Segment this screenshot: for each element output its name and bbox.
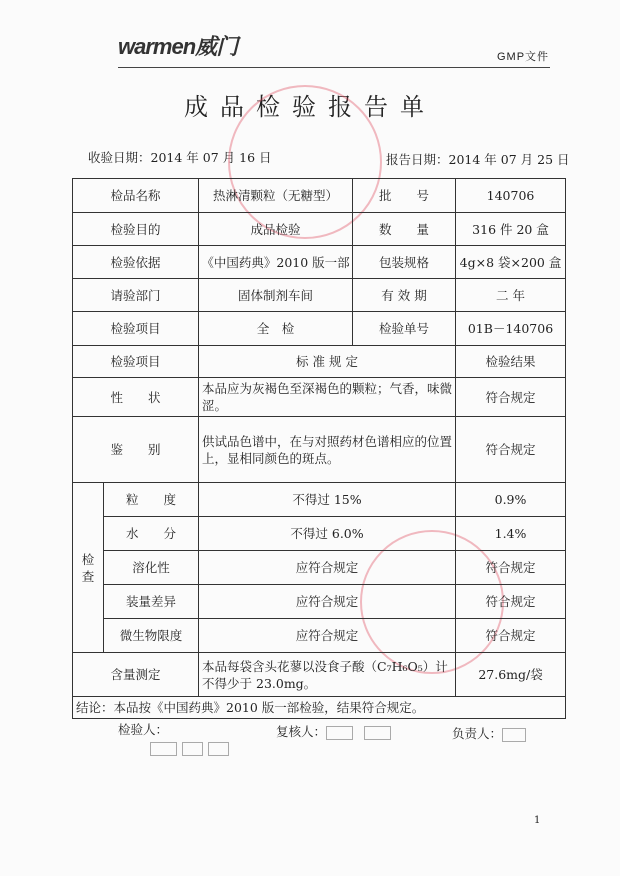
- value-cell: 4g×8 袋×200 盒: [456, 246, 566, 279]
- test-result: 符合规定: [456, 378, 566, 417]
- value-cell: 固体制剂车间: [199, 279, 353, 312]
- value-cell: 热淋清颗粒（无糖型）: [199, 179, 353, 213]
- responsible-label: 负责人：: [452, 726, 503, 741]
- test-item: 装量差异: [104, 585, 199, 619]
- inspector-stamps: [150, 740, 234, 756]
- responsible-signature: [452, 726, 531, 742]
- value-cell: 316 件 20 盒: [456, 213, 566, 246]
- value-cell: 《中国药典》2010 版一部: [199, 246, 353, 279]
- test-result: 27.6mg/袋: [456, 653, 566, 697]
- test-standard: 不得过 6.0%: [199, 517, 456, 551]
- label-cell: 检验项目: [73, 312, 199, 346]
- report-table: [72, 178, 566, 719]
- test-standard: 应符合规定: [199, 585, 456, 619]
- value-cell: 01B－140706: [456, 312, 566, 346]
- test-result: 符合规定: [456, 417, 566, 483]
- page-title: 成品检验报告单: [184, 93, 436, 121]
- test-standard: 不得过 15%: [199, 483, 456, 517]
- name-stamp: [208, 742, 229, 756]
- test-item: 性 状: [73, 378, 199, 417]
- column-header: 标 准 规 定: [199, 346, 456, 378]
- column-header: 检验结果: [456, 346, 566, 378]
- test-standard: 本品应为灰褐色至深褐色的颗粒；气香，味微涩。: [199, 378, 456, 417]
- test-item: 水 分: [104, 517, 199, 551]
- report-date: 报告日期：2014 年 07 月 25 日: [386, 152, 570, 167]
- standard-line: 本品每袋含头花蓼以没食子酸（C₇H₆O₅）计: [202, 658, 448, 674]
- value-cell: 二 年: [456, 279, 566, 312]
- page-number: 1: [534, 815, 541, 826]
- reviewer-signature: [276, 724, 396, 740]
- header-rule: [118, 67, 550, 68]
- label-cell: 检验目的: [73, 213, 199, 246]
- label-cell: 检验依据: [73, 246, 199, 279]
- test-item: 含量测定: [73, 653, 199, 697]
- inspector-signature: [118, 722, 168, 738]
- test-result: 符合规定: [456, 619, 566, 653]
- receive-date: 收验日期：2014 年 07 月 16 日: [88, 150, 272, 165]
- test-result: 1.4%: [456, 517, 566, 551]
- label-cell: 批 号: [353, 179, 456, 213]
- standard-line: 不得少于 23.0mg。: [202, 675, 317, 691]
- inspector-label: 检验人：: [118, 722, 169, 737]
- name-stamp: [364, 726, 391, 740]
- label-cell: 检验单号: [353, 312, 456, 346]
- label-cell: 检品名称: [73, 179, 199, 213]
- value-cell: 成品检验: [199, 213, 353, 246]
- label-cell: 请验部门: [73, 279, 199, 312]
- column-header: 检验项目: [73, 346, 199, 378]
- doc-type: GMP文件: [497, 51, 550, 63]
- test-item: 溶化性: [104, 551, 199, 585]
- name-stamp: [150, 742, 177, 756]
- test-result: 符合规定: [456, 551, 566, 585]
- signature-row: [72, 722, 572, 762]
- name-stamp: [502, 728, 526, 742]
- test-item: 微生物限度: [104, 619, 199, 653]
- value-cell: 全 检: [199, 312, 353, 346]
- label-cell: 有 效 期: [353, 279, 456, 312]
- label-cell: 数 量: [353, 213, 456, 246]
- test-result: 符合规定: [456, 585, 566, 619]
- test-item: 粒 度: [104, 483, 199, 517]
- test-standard: [199, 653, 456, 697]
- test-standard: 应符合规定: [199, 551, 456, 585]
- conclusion: 结论：本品按《中国药典》2010 版一部检验，结果符合规定。: [73, 697, 566, 719]
- report-body: [72, 178, 572, 762]
- company-logo: warmen威门: [118, 34, 238, 59]
- name-stamp: [326, 726, 353, 740]
- label-cell: 包装规格: [353, 246, 456, 279]
- reviewer-label: 复核人：: [276, 724, 327, 739]
- name-stamp: [182, 742, 203, 756]
- test-standard: 供试品色谱中，在与对照药材色谱相应的位置上，显相同颜色的斑点。: [199, 417, 456, 483]
- value-cell: 140706: [456, 179, 566, 213]
- check-group-label: 检 查: [73, 483, 104, 653]
- test-standard: 应符合规定: [199, 619, 456, 653]
- test-result: 0.9%: [456, 483, 566, 517]
- test-item: 鉴 别: [73, 417, 199, 483]
